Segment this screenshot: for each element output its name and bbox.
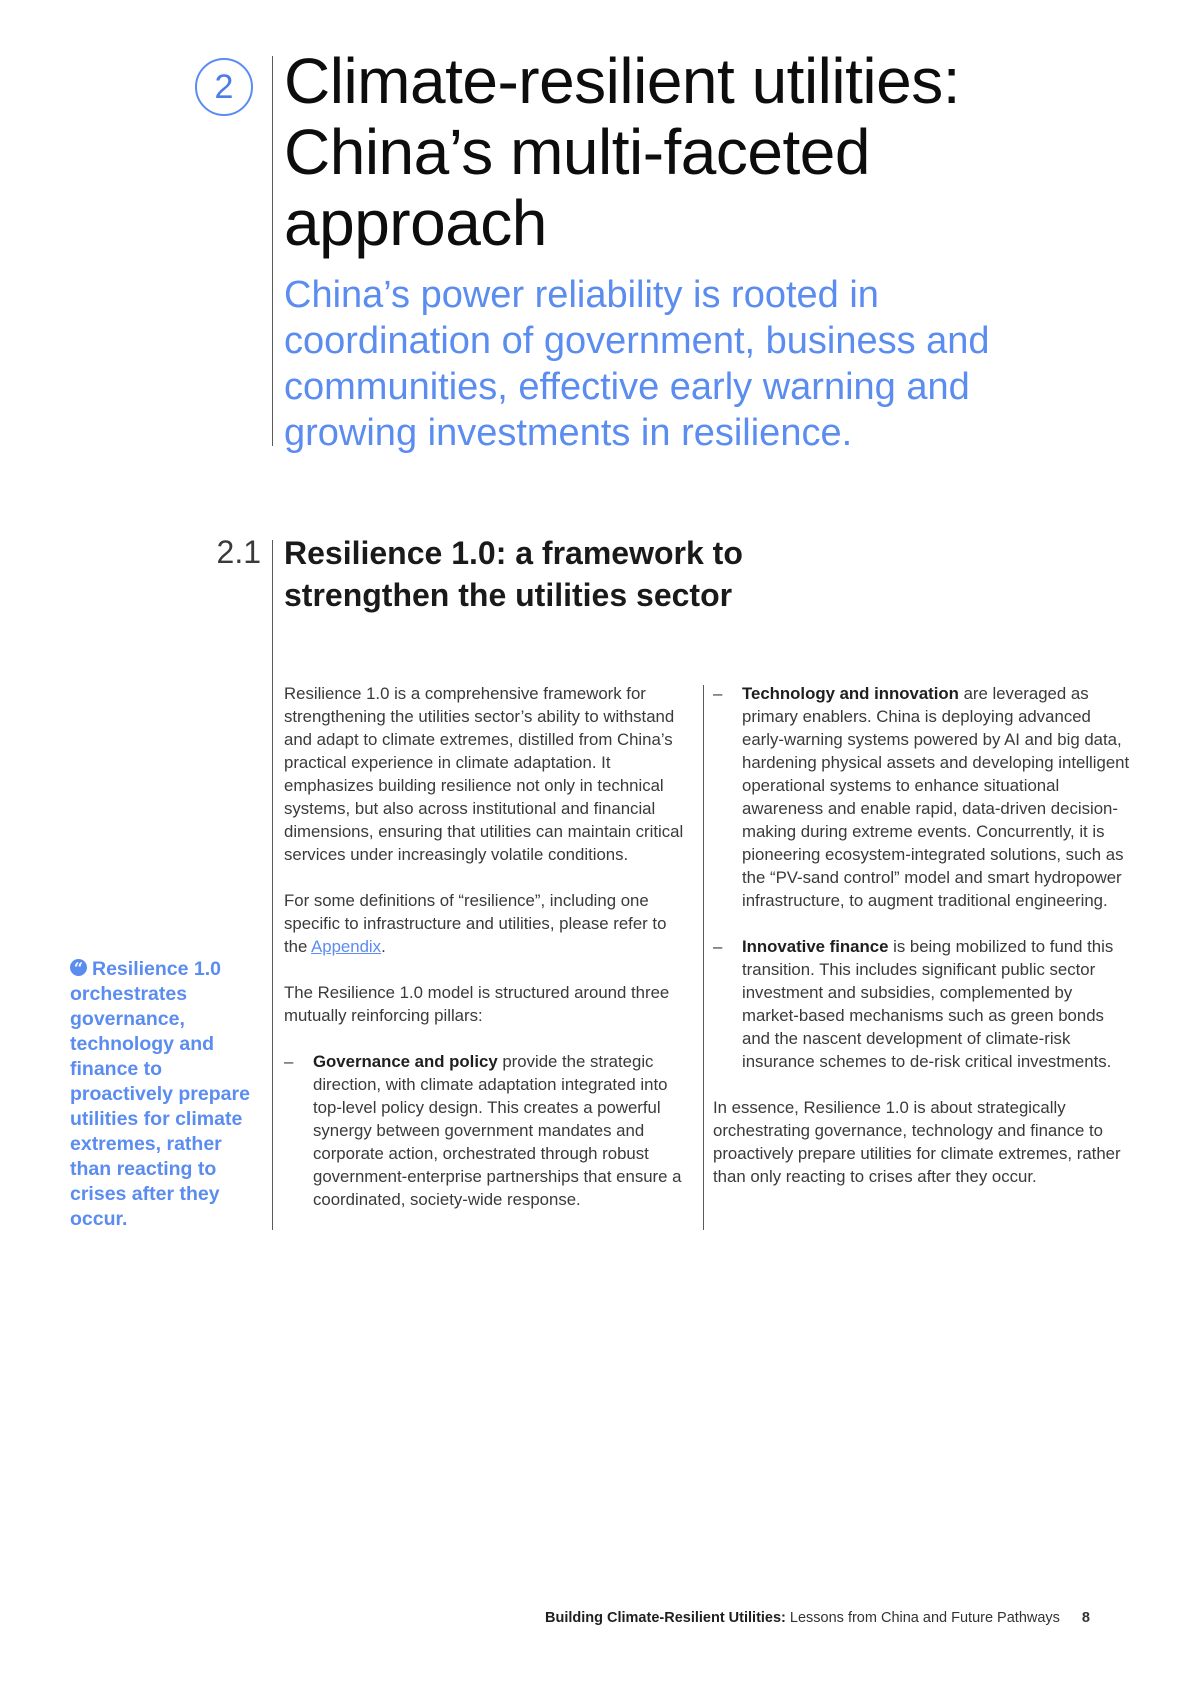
pillars-intro-paragraph: The Resilience 1.0 model is structured around three mutually reinforcing pillars:	[284, 983, 670, 1025]
appendix-link[interactable]: Appendix	[311, 937, 382, 956]
section-number: 2.1	[216, 534, 261, 570]
pull-quote-text: Resilience 1.0 orchestrates governance, technology and finance to proactively prepare utilities for climate extremes, rather than reacting to crises after they occur.	[70, 958, 250, 1230]
bullet-dash: –	[284, 1052, 294, 1071]
chapter-divider	[272, 56, 273, 446]
chapter-title: Climate-resilient utilities: China’s multi-faceted approach	[284, 45, 960, 259]
pillar-technology-heading: Technology and innovation	[742, 684, 959, 703]
column-divider	[703, 685, 704, 1230]
section-title: Resilience 1.0: a framework to strengthen the utilities sector	[284, 535, 743, 613]
quote-icon: “	[70, 959, 87, 976]
pillar-technology	[713, 682, 1133, 912]
footer-title-bold: Building Climate-Resilient Utilities:	[545, 1610, 786, 1626]
page-number: 8	[1081, 1610, 1090, 1626]
pillar-finance-text: is being mobilized to fund this transition. This includes significant public sector investment and subsidies, complemented by market-based mechanisms such as green bonds and the nascent development of climate-risk insurance schemes to de-risk critical investments.	[742, 937, 1114, 1071]
chapter-number-badge	[195, 58, 253, 116]
pillar-technology-text: are leveraged as primary enablers. China is deploying advanced early-warning systems powered by AI and big data, hardening physical assets and developing intelligent operational systems to enhance situational awareness and enable rapid, data-driven decision-making during extreme events. Concurrently, it is pioneering ecosystem-integrated solutions, such as the “PV-sand control” model and smart hydropower infrastructure, to augment traditional engineering.	[742, 684, 1130, 910]
pillar-governance	[284, 1050, 694, 1211]
definition-paragraph	[284, 889, 694, 958]
conclusion-paragraph: In essence, Resilience 1.0 is about strategically orchestrating governance, technology and finance to proactively prepare utilities for climate extremes, rather than only reacting to crises after they occur.	[713, 1098, 1121, 1186]
page-footer	[545, 1610, 1090, 1626]
chapter-number: 2	[214, 68, 234, 106]
intro-paragraph: Resilience 1.0 is a comprehensive framework for strengthening the utilities sector’s ability to withstand and adapt to climate extremes, distilled from China’s practical experience in climate adaptation. It emphasizes building resilience not only in technical systems, but also across institutional and financial dimensions, ensuring that utilities can maintain critical services under increasingly volatile conditions.	[284, 684, 684, 864]
left-column	[284, 682, 694, 1234]
chapter-subtitle: China’s power reliability is rooted in coordination of government, business and communities, effective early warning and growing investments in resilience.	[284, 274, 990, 454]
section-divider	[272, 540, 273, 1230]
definition-period: .	[381, 937, 386, 956]
pillar-finance	[713, 935, 1133, 1073]
right-column	[713, 682, 1133, 1211]
pillar-governance-text: provide the strategic direction, with climate adaptation integrated into top-level policy design. This creates a powerful synergy between government mandates and corporate action, orchestrated through robust government-enterprise partnerships that ensure a coordinated, society-wide response.	[313, 1052, 682, 1209]
pillar-governance-heading: Governance and policy	[313, 1052, 498, 1071]
pull-quote	[70, 957, 260, 1232]
pillar-finance-heading: Innovative finance	[742, 937, 889, 956]
footer-title-rest: Lessons from China and Future Pathways	[785, 1610, 1060, 1626]
bullet-dash: –	[713, 937, 723, 956]
bullet-dash: –	[713, 684, 723, 703]
definition-text: For some definitions of “resilience”, including one specific to infrastructure and utilities, please refer to the	[284, 891, 667, 956]
